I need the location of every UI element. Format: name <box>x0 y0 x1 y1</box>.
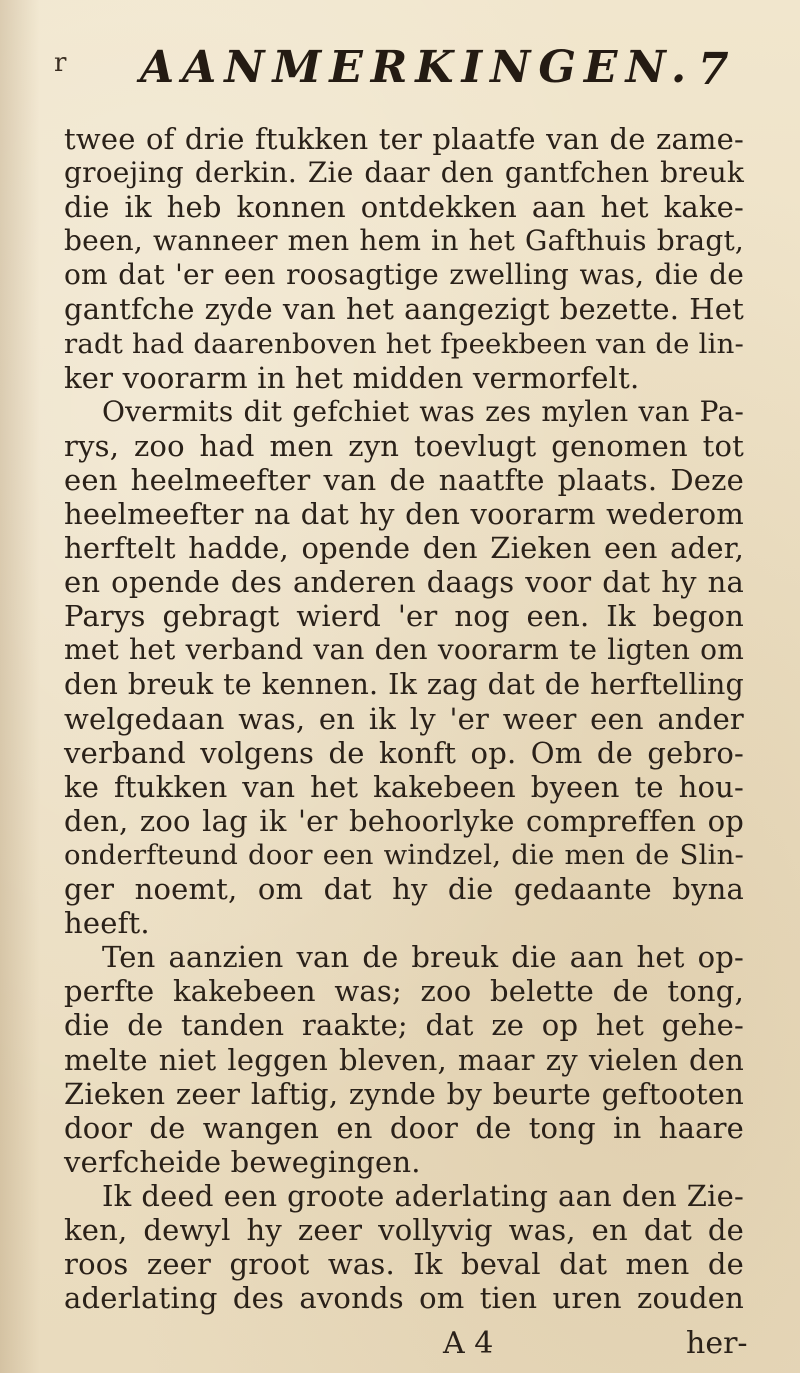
page-edge-shadow <box>0 0 40 1373</box>
text-line: herftelt hadde, opende den Zieken een ader, <box>64 531 744 566</box>
text-line: verband volgens de konft op. Om de gebro- <box>64 735 744 770</box>
text-line: twee of drie ftukken ter plaatfe van de zame- <box>64 122 744 156</box>
running-head: AANMERKINGEN. <box>140 42 695 93</box>
text-line: roos zeer groot was. Ik beval dat men de <box>64 1247 744 1282</box>
text-line: die de tanden raakte; dat ze op het gehe- <box>64 1008 744 1043</box>
text-line: onderfteund door een windzel, die men de Slin- <box>64 838 744 871</box>
text-line: Overmits dit gefchiet was zes mylen van Pa- <box>102 394 744 428</box>
text-line: door de wangen en door de tong in haare <box>64 1110 744 1145</box>
text-line: radt had daarenboven het fpeekbeen van de lin- <box>64 327 744 360</box>
text-line: Zieken zeer laftig, zynde by beurte geftooten <box>64 1076 744 1111</box>
text-line: aderlating des avonds om tien uren zouden <box>64 1281 744 1316</box>
text-line: rys, zoo had men zyn toevlugt genomen tot <box>64 428 744 463</box>
text-line: welgedaan was, en ik ly 'er weer een ander <box>64 701 744 736</box>
text-line: en opende des anderen daags voor dat hy na <box>64 565 744 600</box>
text-line: heeft. <box>64 906 150 941</box>
text-line: gantfche zyde van het aangezigt bezette. Het <box>64 292 744 327</box>
body-text <box>64 122 744 1315</box>
text-line: den breuk te kennen. Ik zag dat de herftelling <box>64 667 744 701</box>
text-line: Ik deed een groote aderlating aan den Zie- <box>102 1178 744 1213</box>
text-line: ger noemt, om dat hy die gedaante byna <box>64 872 744 907</box>
text-line: den, zoo lag ik 'er behoorlyke compreffen op <box>64 803 744 838</box>
text-line: melte niet leggen bleven, maar zy vielen den <box>64 1042 744 1077</box>
text-line: been, wanneer men hem in het Gafthuis bragt, <box>64 224 744 258</box>
text-line: ke ftukken van het kakebeen byeen te hou- <box>64 769 744 804</box>
text-line: verfcheide bewegingen. <box>64 1144 421 1179</box>
text-line: met het verband van den voorarm te ligten om <box>64 633 744 667</box>
text-line: Ten aanzien van de breuk die aan het op- <box>102 940 744 975</box>
header-mark: r <box>54 48 67 78</box>
catchword: her- <box>686 1326 748 1361</box>
text-line: om dat 'er een roosagtige zwelling was, die de <box>64 258 744 292</box>
text-line: ker voorarm in het midden vermorfelt. <box>64 360 640 395</box>
page-footer <box>0 1326 800 1366</box>
text-line: die ik heb konnen ontdekken aan het kake- <box>64 190 744 225</box>
page-number: 7 <box>698 44 729 95</box>
text-line: Parys gebragt wierd 'er nog een. Ik begon <box>64 599 744 634</box>
text-line: heelmeefter na dat hy den voorarm wederom <box>64 497 744 532</box>
page-header <box>0 42 800 102</box>
signature-mark: A 4 <box>443 1326 494 1361</box>
text-line: een heelmeefter van de naatfte plaats. Deze <box>64 462 744 497</box>
text-line: ken, dewyl hy zeer vollyvig was, en dat de <box>64 1213 744 1247</box>
text-line: perfte kakebeen was; zoo belette de tong, <box>64 974 744 1009</box>
text-line: groejing derkin. Zie daar den gantfchen breuk <box>64 156 744 190</box>
